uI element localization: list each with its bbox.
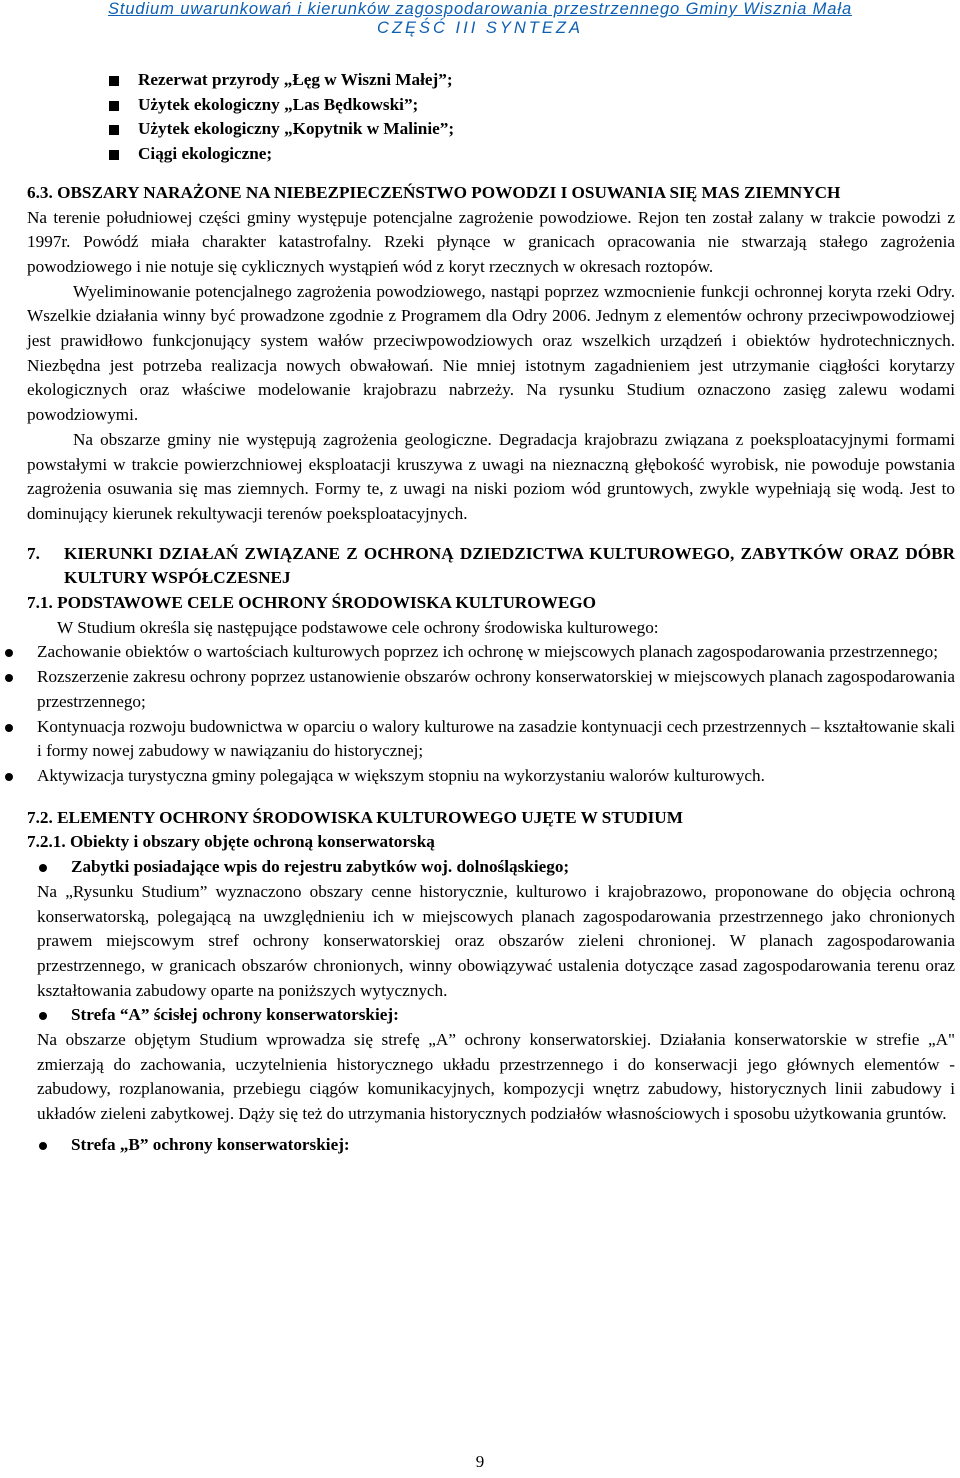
cultural-goals-list xyxy=(27,640,955,788)
section-title: KIERUNKI DZIAŁAŃ ZWIĄZANE Z OCHRONĄ DZIEDZICTWA KULTUROWEGO, ZABYTKÓW ORAZ DÓBR KULTURY WSPÓŁCZESNEJ xyxy=(64,543,955,588)
section-7-1-heading: 7.1. PODSTAWOWE CELE OCHRONY ŚRODOWISKA KULTUROWEGO xyxy=(27,593,597,613)
page-number: 9 xyxy=(475,1452,485,1471)
page-body xyxy=(27,68,955,1158)
section-6-3-heading: 6.3. OBSZARY NARAŻONE NA NIEBEZPIECZEŃSTWO POWODZI I OSUWANIA SIĘ MAS ZIEMNYCH xyxy=(27,182,841,202)
protected-areas-list xyxy=(27,68,955,167)
section-number: 7. xyxy=(27,543,40,563)
section-7-2-1-paragraph-1: Na „Rysunku Studium” wyznaczono obszary cenne historycznie, kulturowo i krajobrazowo, proponowane do objęcia ochroną konserwatorską, polegającą na uwzględnieniu ich w miejscowych planach zagospodarowania przestrzennego jako chronionych prawem miejscowym stref ochrony konserwatorskiej oraz obszarów zieleni chronionej. W planach zagospodarowania przestrzennego, w granicach obszarów chronionych, winny obowiązywać ustalenia dotyczące zasad zagospodarowania terenu oraz kształtowania zabudowy oparte na poniższych wytycznych. xyxy=(37,881,955,1000)
list-item: Ciągi ekologiczne; xyxy=(27,142,955,167)
list-item: Rezerwat przyrody „Łęg w Wiszni Małej”; xyxy=(27,68,955,93)
protection-zones-list-3 xyxy=(27,1133,955,1158)
protection-zones-list-1 xyxy=(27,855,955,880)
list-item: Aktywizacja turystyczna gminy polegająca w większym stopniu na wykorzystaniu walorów kulturowych. xyxy=(27,764,955,789)
section-7-2-1-heading: 7.2.1. Obiekty i obszary objęte ochroną konserwatorską xyxy=(27,832,435,852)
section-7-2-1-paragraph-2: Na obszarze objętym Studium wprowadza się strefę „A” ochrony konserwatorskiej. Działania konserwatorskie w strefie „A" zmierzają do zachowania, uczytelnienia historycznego układu przestrzennego i do konserwacji jego głównych elementów - zabudowy, rozplanowania, przebiegu ciągów komunikacyjnych, kompozycji wnętrz zabudowy, historycznych linii zabudowy i układów zieleni zabytkowej. Dąży się też do utrzymania historycznych podziałów własnościowych i sposobu użytkowania gruntów. xyxy=(37,1030,955,1124)
bullet-icon xyxy=(5,674,13,682)
bullet-icon xyxy=(39,1142,47,1150)
list-item: Zachowanie obiektów o wartościach kulturowych poprzez ich ochronę w miejscowych planach zagospodarowania przestrzennego; xyxy=(27,640,955,665)
list-item: Użytek ekologiczny „Kopytnik w Malinie”; xyxy=(27,117,955,142)
section-6-3-paragraph-2: Wyeliminowanie potencjalnego zagrożenia powodziowego, nastąpi poprzez wzmocnienie funkcji ochronnej koryta rzeki Odry. Wszelkie działania winny być prowadzone zgodnie z Programem dla Odry 2006. Jednym z elementów ochrony przeciwpowodziowej jest prawidłowo funkcjonujący system wałów przeciwpowodziowych oraz wszelkich urządzeń i obiektów hydrotechnicznych. Niezbędna jest potrzeba realizacja nowych obwałowań. Nie mniej istotnym zagadnieniem jest utrzymanie ciągłości korytarzy ekologicznych oraz właściwe modelowanie krajobrazu nabrzeży. Na rysunku Studium oznaczono zasięg zalewu wodami powodziowymi. xyxy=(27,281,955,425)
bullet-icon xyxy=(39,1012,47,1020)
running-header-title: Studium uwarunkowań i kierunków zagospodarowania przestrzennego Gminy Wisznia Mała xyxy=(107,0,853,18)
running-header-part: CZĘŚĆ III SYNTEZA xyxy=(377,19,583,37)
square-bullet-icon xyxy=(109,125,119,135)
list-item: Użytek ekologiczny „Las Będkowski”; xyxy=(27,93,955,118)
section-7-1-intro: W Studium określa się następujące podstawowe cele ochrony środowiska kulturowego: xyxy=(57,617,659,637)
bullet-icon xyxy=(39,864,47,872)
list-item: Strefa “A” ścisłej ochrony konserwatorskiej: xyxy=(27,1003,955,1028)
square-bullet-icon xyxy=(109,150,119,160)
section-6-3-paragraph-3: Na obszarze gminy nie występują zagrożenia geologiczne. Degradacja krajobrazu związana z poeksploatacyjnymi formami powstałymi w trakcie powierzchniowej eksploatacji kruszywa z uwagi na nieznaczną głębokość wyrobisk, nie powoduje powstania zagrożenia osuwania się mas ziemnych. Formy te, z uwagi na niski poziom wód gruntowych, zwykle wypełniają się wodą. Jest to dominujący kierunek rekultywacji terenów poeksploatacyjnych. xyxy=(27,429,955,523)
section-7-heading xyxy=(27,542,955,591)
section-6-3-paragraph-1: Na terenie południowej części gminy występuje potencjalne zagrożenie powodziowe. Rejon ten został zalany w trakcie powodzi z 1997r. Powódź miała charakter katastrofalny. Rzeki płynące w granicach opracowania nie stwarzają stałego zagrożenia powodziowego i nie notuje się cyklicznych wystąpień wód z koryt rzecznych w okresach roztopów. xyxy=(27,207,955,276)
list-item: Strefa „B” ochrony konserwatorskiej: xyxy=(27,1133,955,1158)
list-item: Kontynuacja rozwoju budownictwa w oparciu o walory kulturowe na zasadzie kontynuacji cech przestrzennych – kształtowanie skali i formy nowej zabudowy w nawiązaniu do historycznej; xyxy=(27,715,955,764)
list-item: Zabytki posiadające wpis do rejestru zabytków woj. dolnośląskiego; xyxy=(27,855,955,880)
section-7-2-heading: 7.2. ELEMENTY OCHRONY ŚRODOWISKA KULTUROWEGO UJĘTE W STUDIUM xyxy=(27,807,683,827)
square-bullet-icon xyxy=(109,101,119,111)
bullet-icon xyxy=(5,773,13,781)
protection-zones-list-2 xyxy=(27,1003,955,1028)
bullet-icon xyxy=(5,724,13,732)
list-item: Rozszerzenie zakresu ochrony poprzez ustanowienie obszarów ochrony konserwatorskiej w miejscowych planach zagospodarowania przestrzennego; xyxy=(27,665,955,714)
square-bullet-icon xyxy=(109,76,119,86)
bullet-icon xyxy=(5,649,13,657)
